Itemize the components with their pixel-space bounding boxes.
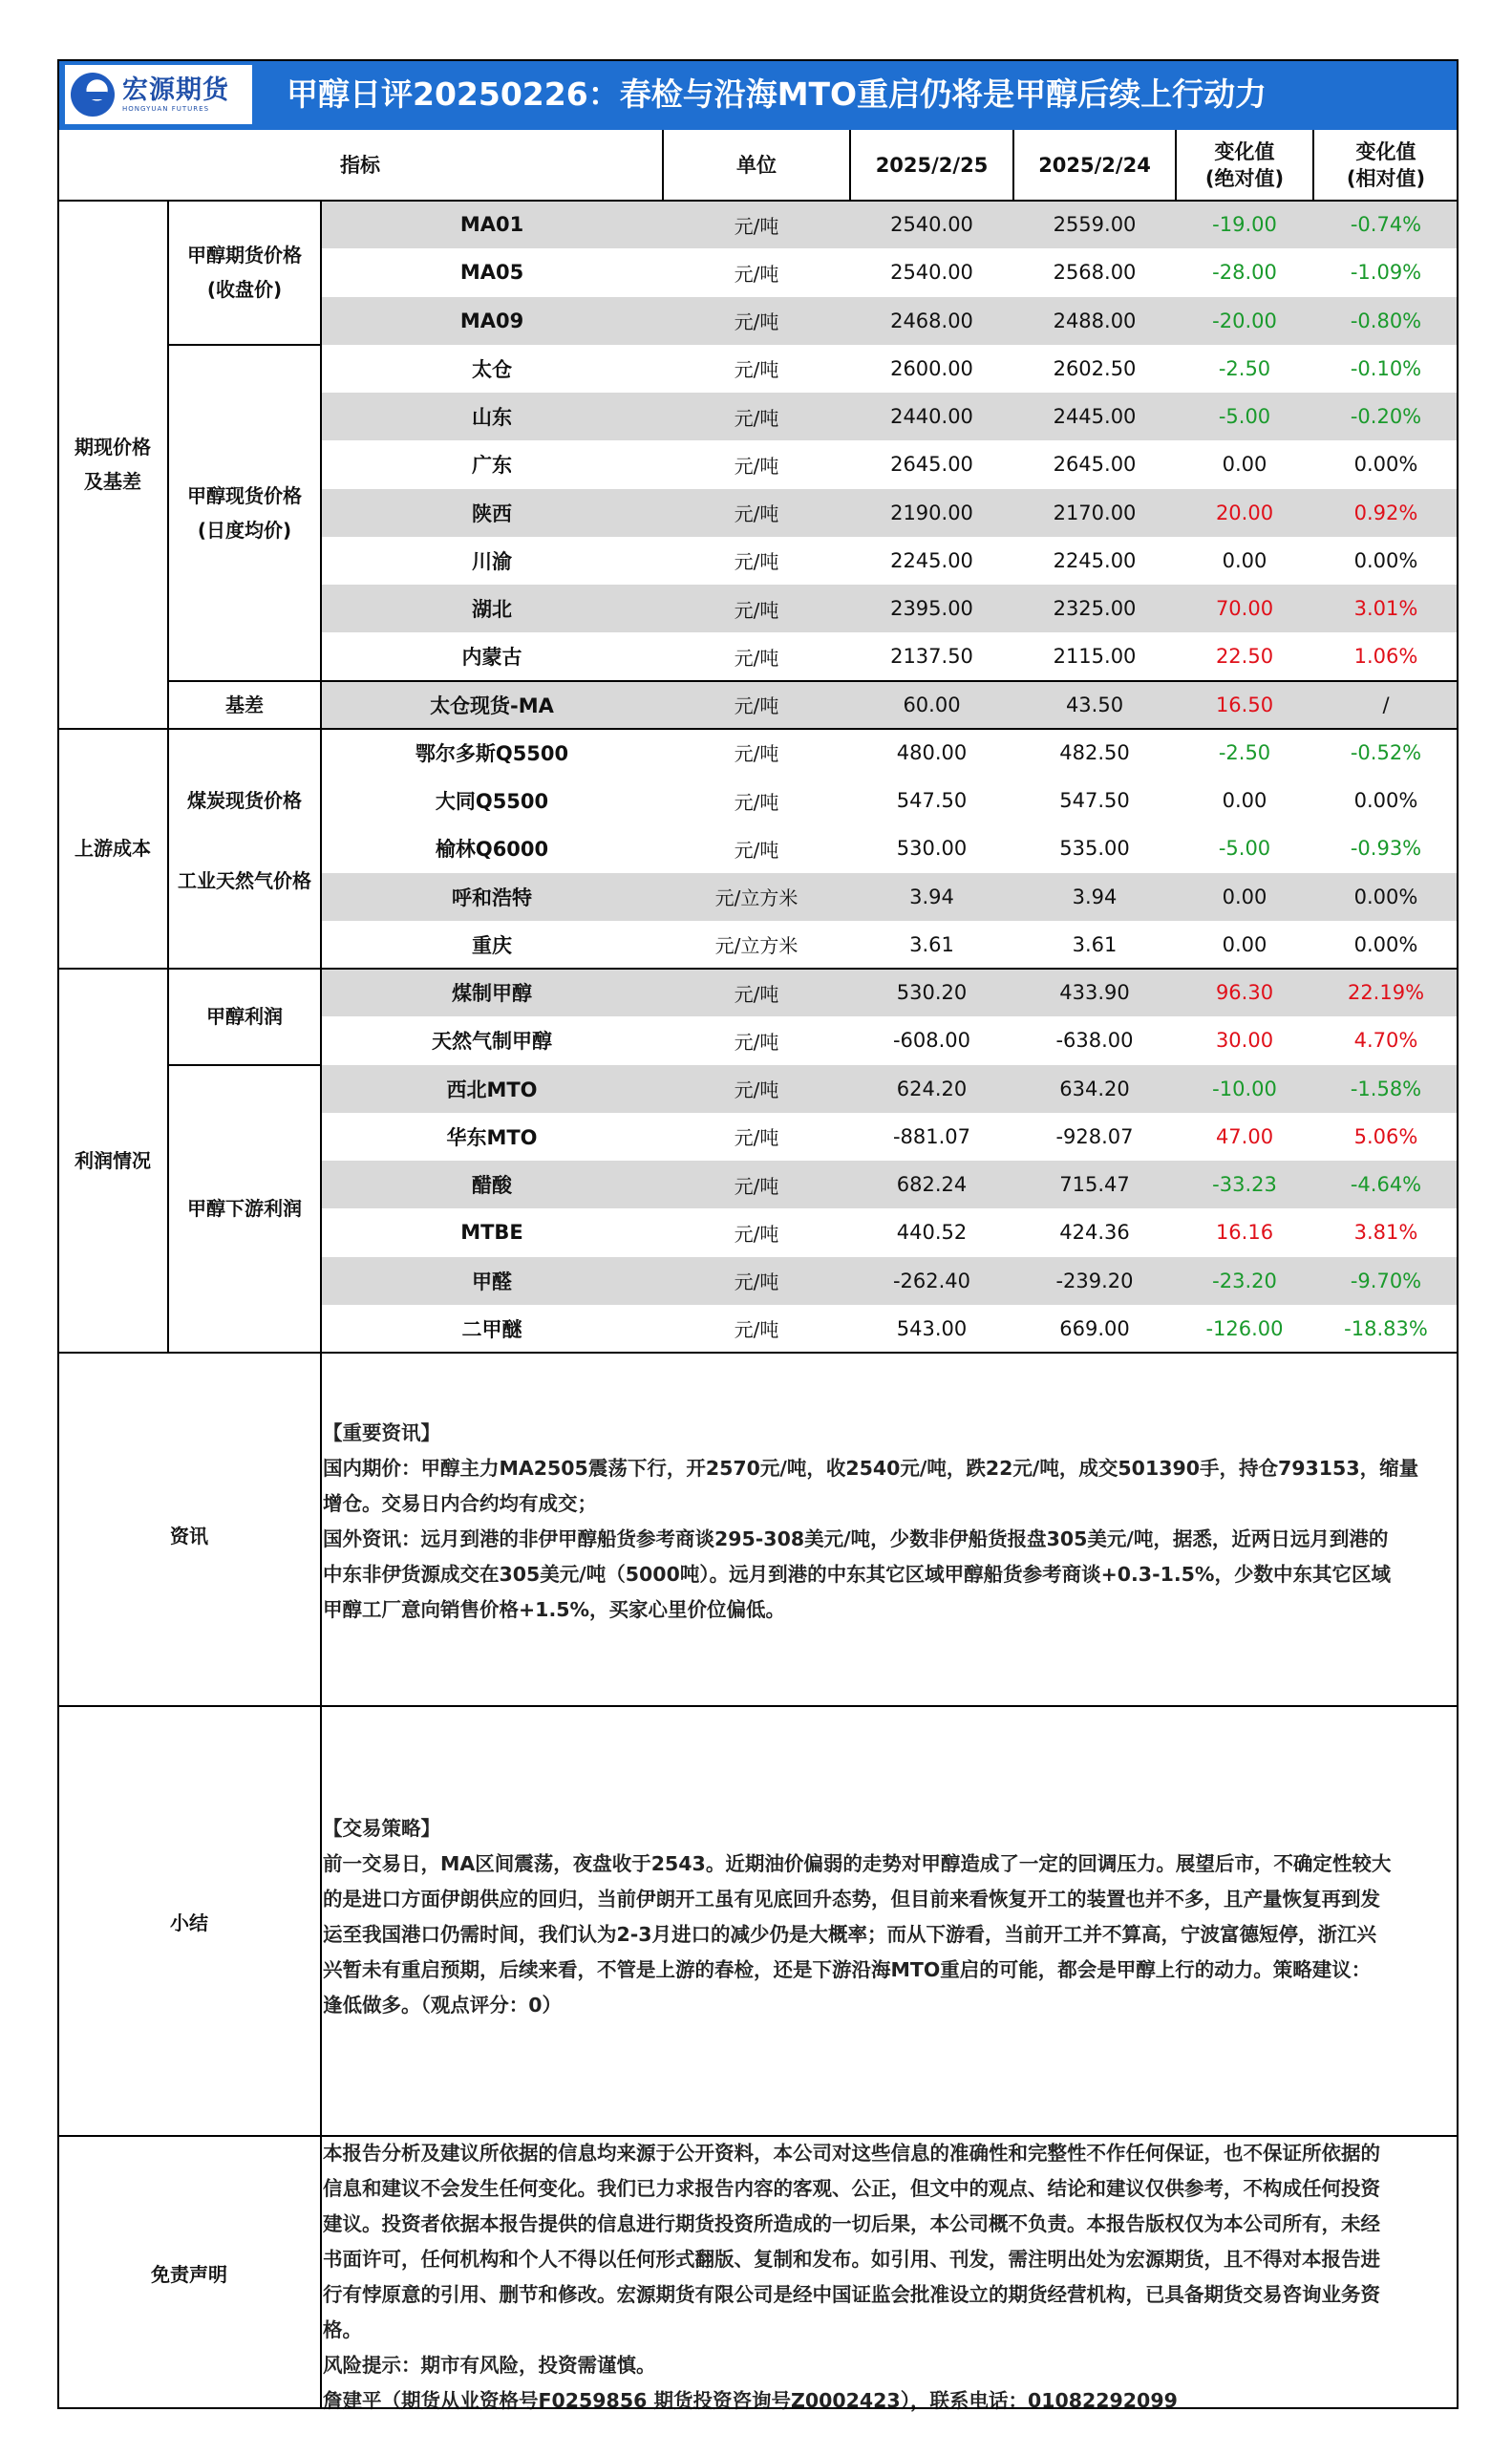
paragraph-line: 逢低做多。（观点评分：0） [323, 1994, 563, 2017]
label-text: 甲醇下游利润 [187, 1197, 302, 1221]
abs-change: 96.30 [1215, 981, 1274, 1005]
paragraph-line: 增仓。交易日内合约均有成交； [323, 1492, 597, 1515]
paragraph-line: 甲醇工厂意向销售价格+1.5%，买家心里价位偏低。 [323, 1598, 786, 1621]
value-date1: 440.52 [896, 1221, 968, 1245]
value-date1: 2540.00 [890, 213, 973, 237]
indicator-name: 煤制甲醇 [452, 982, 532, 1006]
abs-change: 20.00 [1215, 501, 1274, 524]
header-text: 2025/2/24 [1038, 153, 1151, 177]
rel-change: 0.00% [1353, 885, 1418, 908]
unit-cell: 元/吨 [734, 598, 779, 622]
paragraph-line: 国内期价：甲醇主力MA2505震荡下行，开2570元/吨，收2540元/吨，跌22元/吨，成交501390手，持仓793153，缩量 [323, 1457, 1419, 1480]
header-text: 变化值 [1355, 139, 1416, 163]
indicator-name: 醋酸 [472, 1174, 512, 1198]
value-date2: 2602.50 [1053, 356, 1137, 380]
unit-cell: 元/立方米 [714, 886, 799, 910]
label-text: (日度均价) [197, 518, 292, 542]
value-date2: 43.50 [1065, 693, 1124, 716]
unit-cell: 元/吨 [734, 502, 779, 526]
abs-change: 16.50 [1215, 693, 1274, 716]
value-date2: -928.07 [1055, 1124, 1134, 1148]
label-text: 利润情况 [75, 1149, 151, 1172]
unit-cell: 元/吨 [734, 694, 779, 718]
paragraph-line: 风险提示：期市有风险，投资需谨慎。 [323, 2354, 656, 2377]
value-date2: 535.00 [1059, 837, 1130, 861]
disclaimer-label: 免责声明 [151, 2262, 227, 2286]
rel-change: -18.83% [1344, 1316, 1428, 1340]
value-date1: -881.07 [892, 1124, 971, 1148]
header-subtext: (绝对值) [1204, 167, 1285, 190]
indicator-name: 榆林Q6000 [435, 838, 549, 862]
value-date1: 3.61 [909, 932, 954, 956]
value-date2: 2559.00 [1053, 213, 1137, 237]
value-date1: 682.24 [896, 1173, 968, 1197]
paragraph-line: 书面许可，任何机构和个人不得以任何形式翻版、复制和发布。如引用、刊发，需注明出处为宏源期货，且不得对本报告进 [323, 2248, 1380, 2271]
indicator-name: MTBE [460, 1221, 523, 1245]
value-date1: 530.20 [896, 981, 968, 1005]
indicator-name: 湖北 [472, 598, 512, 622]
value-date2: 433.90 [1059, 981, 1130, 1005]
rel-change: -9.70% [1350, 1269, 1422, 1292]
value-date2: -239.20 [1055, 1269, 1134, 1292]
value-date2: 2115.00 [1053, 645, 1137, 669]
indicator-name: MA01 [459, 213, 524, 237]
value-date2: 3.94 [1072, 885, 1118, 908]
value-date2: 2645.00 [1053, 453, 1137, 477]
unit-cell: 元/吨 [734, 454, 779, 478]
value-date1: 543.00 [896, 1316, 968, 1340]
indicator-name: 重庆 [472, 933, 512, 957]
paragraph-line: 本报告分析及建议所依据的信息均来源于公开资料，本公司对这些信息的准确性和完整性不作任何保证，也不保证所依据的 [323, 2142, 1380, 2165]
value-date2: 669.00 [1059, 1316, 1130, 1340]
rel-change: 5.06% [1353, 1124, 1418, 1148]
header-subtext: (相对值) [1346, 167, 1426, 190]
indicator-name: 太仓现货-MA [430, 694, 554, 717]
value-date1: 2440.00 [890, 405, 973, 429]
abs-change: 47.00 [1215, 1124, 1274, 1148]
rel-change: 0.00% [1353, 548, 1418, 572]
unit-cell: 元/吨 [734, 790, 779, 814]
unit-cell: 元/吨 [734, 982, 779, 1006]
indicator-name: 呼和浩特 [452, 886, 532, 909]
indicator-name: 大同Q5500 [435, 790, 549, 814]
label-text: 煤炭现货价格 [187, 789, 302, 813]
abs-change: 0.00 [1222, 932, 1267, 956]
indicator-name: 天然气制甲醇 [432, 1030, 552, 1054]
rel-change: 4.70% [1353, 1029, 1418, 1053]
logo-name-en: HONGYUAN FUTURES [122, 104, 210, 113]
label-text: 工业天然气价格 [178, 869, 311, 893]
abs-change: -19.00 [1212, 213, 1277, 237]
abs-change: -2.50 [1218, 740, 1271, 764]
rel-change: -0.10% [1350, 356, 1422, 380]
paragraph-line: 前一交易日，MA区间震荡，夜盘收于2543。近期油价偏弱的走势对甲醇造成了一定的回调压力。展望后市，不确定性较大 [323, 1852, 1392, 1875]
rel-change: -0.74% [1350, 213, 1422, 237]
paragraph-line: 兴暂未有重启预期，后续来看，不管是上游的春检，还是下游沿海MTO重启的可能，都会是甲醇上行的动力。策略建议： [323, 1958, 1372, 1981]
value-date2: 2568.00 [1053, 261, 1137, 285]
unit-cell: 元/吨 [734, 406, 779, 430]
unit-cell: 元/吨 [734, 742, 779, 766]
header-text: 单位 [736, 153, 777, 177]
rel-change: / [1382, 693, 1390, 716]
unit-cell: 元/吨 [734, 262, 779, 286]
label-text: 上游成本 [75, 837, 151, 861]
label-text: 期现价格 [75, 436, 151, 459]
paragraph-line: 【重要资讯】 [323, 1421, 440, 1444]
value-date2: 2445.00 [1053, 405, 1137, 429]
value-date2: 634.20 [1059, 1077, 1130, 1100]
rel-change: 0.92% [1353, 501, 1418, 524]
header-text: 变化值 [1214, 139, 1275, 163]
label-text: 甲醇利润 [206, 1005, 283, 1029]
value-date1: 2395.00 [890, 597, 973, 621]
summary-label: 小结 [170, 1911, 208, 1934]
paragraph-line: 格。 [323, 2318, 362, 2341]
page-border [57, 59, 1459, 2409]
rel-change: -4.64% [1350, 1173, 1422, 1197]
rel-change: -0.52% [1350, 740, 1422, 764]
rel-change: 0.00% [1353, 932, 1418, 956]
abs-change: 0.00 [1222, 548, 1267, 572]
value-date1: -262.40 [892, 1269, 971, 1292]
value-date2: 547.50 [1059, 789, 1130, 813]
indicator-name: 鄂尔多斯Q5500 [415, 741, 569, 765]
abs-change: 30.00 [1215, 1029, 1274, 1053]
label-text: 甲醇期货价格 [187, 244, 302, 267]
unit-cell: 元/吨 [734, 550, 779, 574]
indicator-name: MA05 [459, 261, 524, 285]
indicator-name: 山东 [472, 406, 512, 430]
rel-change: 0.00% [1353, 453, 1418, 477]
paragraph-line: 行有悖原意的引用、删节和修改。宏源期货有限公司是经中国证监会批准设立的期货经营机构，已具备期货交易咨询业务资 [323, 2283, 1380, 2306]
unit-cell: 元/吨 [734, 214, 779, 238]
value-date1: 60.00 [903, 693, 961, 716]
value-date1: 547.50 [896, 789, 968, 813]
abs-change: -2.50 [1218, 356, 1271, 380]
unit-cell: 元/立方米 [714, 934, 799, 958]
abs-change: -28.00 [1212, 261, 1277, 285]
value-date2: 2488.00 [1053, 309, 1137, 332]
value-date2: 482.50 [1059, 740, 1130, 764]
unit-cell: 元/吨 [734, 1078, 779, 1102]
report-title: 甲醇日评20250226：春检与沿海MTO重启仍将是甲醇后续上行动力 [287, 75, 1267, 113]
label-text: 及基差 [84, 470, 141, 494]
paragraph-line: 国外资讯：远月到港的非伊甲醇船货参考商谈295-308美元/吨，少数非伊船货报盘305美元/吨，据悉，近两日远月到港的 [323, 1527, 1389, 1550]
value-date1: 2468.00 [890, 309, 973, 332]
value-date1: 480.00 [896, 740, 968, 764]
value-date1: 2540.00 [890, 261, 973, 285]
abs-change: 0.00 [1222, 453, 1267, 477]
paragraph-line: 【交易策略】 [323, 1817, 440, 1840]
paragraph-line: 建议。投资者依据本报告提供的信息进行期货投资所造成的一切后果，本公司概不负责。本报告版权仅为本公司所有，未经 [323, 2212, 1380, 2235]
value-date2: 715.47 [1059, 1173, 1130, 1197]
value-date2: 2325.00 [1053, 597, 1137, 621]
rel-change: -0.93% [1350, 837, 1422, 861]
value-date2: -638.00 [1055, 1029, 1134, 1053]
indicator-name: 太仓 [472, 357, 512, 381]
value-date2: 2170.00 [1053, 501, 1137, 524]
header-text: 指标 [340, 153, 380, 177]
abs-change: 0.00 [1222, 789, 1267, 813]
paragraph-line: 信息和建议不会发生任何变化。我们已力求报告内容的客观、公正，但文中的观点、结论和建议仅供参考，不构成任何投资 [323, 2177, 1380, 2200]
news-label: 资讯 [170, 1524, 208, 1548]
rel-change: 1.06% [1353, 645, 1418, 669]
indicator-name: 内蒙古 [461, 646, 522, 670]
value-date1: 2245.00 [890, 548, 973, 572]
value-date1: 2137.50 [890, 645, 973, 669]
value-date1: 624.20 [896, 1077, 968, 1100]
abs-change: -10.00 [1212, 1077, 1277, 1100]
unit-cell: 元/吨 [734, 310, 779, 334]
unit-cell: 元/吨 [734, 1174, 779, 1198]
rel-change: 0.00% [1353, 789, 1418, 813]
value-date1: 530.00 [896, 837, 968, 861]
indicator-name: 甲醛 [472, 1270, 512, 1293]
label-text: (收盘价) [206, 278, 283, 302]
abs-change: -23.20 [1212, 1269, 1277, 1292]
indicator-name: 川渝 [472, 549, 512, 573]
indicator-name: 华东MTO [446, 1125, 538, 1149]
rel-change: 3.81% [1353, 1221, 1418, 1245]
logo-name-cn: 宏源期货 [122, 75, 229, 105]
paragraph-line: 中东非伊货源成交在305美元/吨（5000吨）。远月到港的中东其它区域甲醇船货参考商谈+0.3-1.5%，少数中东其它区域 [323, 1563, 1391, 1586]
abs-change: -20.00 [1212, 309, 1277, 332]
indicator-name: 广东 [472, 454, 512, 478]
label-text: 基差 [225, 693, 264, 716]
abs-change: -5.00 [1218, 837, 1271, 861]
abs-change: 22.50 [1215, 645, 1274, 669]
unit-cell: 元/吨 [734, 1318, 779, 1342]
abs-change: -126.00 [1205, 1316, 1284, 1340]
label-text: 甲醇现货价格 [187, 483, 302, 507]
abs-change: 16.16 [1215, 1221, 1274, 1245]
rel-change: -1.09% [1350, 261, 1422, 285]
rel-change: -1.58% [1350, 1077, 1422, 1100]
value-date2: 3.61 [1072, 932, 1118, 956]
abs-change: 0.00 [1222, 885, 1267, 908]
indicator-name: 西北MTO [446, 1078, 538, 1101]
unit-cell: 元/吨 [734, 1222, 779, 1246]
paragraph-line: 詹建平（期货从业资格号F0259856 期货投资咨询号Z0002423），联系电话：01082292099 [323, 2389, 1178, 2412]
value-date2: 2245.00 [1053, 548, 1137, 572]
paragraph-line: 的是进口方面伊朗供应的回归，当前伊朗开工虽有见底回升态势，但目前来看恢复开工的装置也并不多，且产量恢复再到发 [323, 1888, 1380, 1911]
unit-cell: 元/吨 [734, 1126, 779, 1150]
value-date1: 3.94 [909, 885, 954, 908]
value-date1: 2645.00 [890, 453, 973, 477]
paragraph-line: 运至我国港口仍需时间，我们认为2-3月进口的减少仍是大概率；而从下游看，当前开工并不算高，宁波富德短停，浙江兴 [323, 1923, 1377, 1946]
rel-change: -0.80% [1350, 309, 1422, 332]
unit-cell: 元/吨 [734, 838, 779, 862]
abs-change: 70.00 [1215, 597, 1274, 621]
abs-change: -5.00 [1218, 405, 1271, 429]
rel-change: -0.20% [1350, 405, 1422, 429]
value-date2: 424.36 [1059, 1221, 1130, 1245]
header-text: 2025/2/25 [875, 153, 989, 177]
indicator-name: 陕西 [472, 502, 512, 525]
rel-change: 22.19% [1347, 981, 1425, 1005]
value-date1: 2600.00 [890, 356, 973, 380]
unit-cell: 元/吨 [734, 1030, 779, 1054]
indicator-name: 二甲醚 [461, 1317, 522, 1341]
value-date1: -608.00 [892, 1029, 971, 1053]
indicator-name: MA09 [459, 309, 524, 332]
rel-change: 3.01% [1353, 597, 1418, 621]
unit-cell: 元/吨 [734, 646, 779, 670]
abs-change: -33.23 [1212, 1173, 1277, 1197]
unit-cell: 元/吨 [734, 1270, 779, 1294]
unit-cell: 元/吨 [734, 358, 779, 382]
value-date1: 2190.00 [890, 501, 973, 524]
